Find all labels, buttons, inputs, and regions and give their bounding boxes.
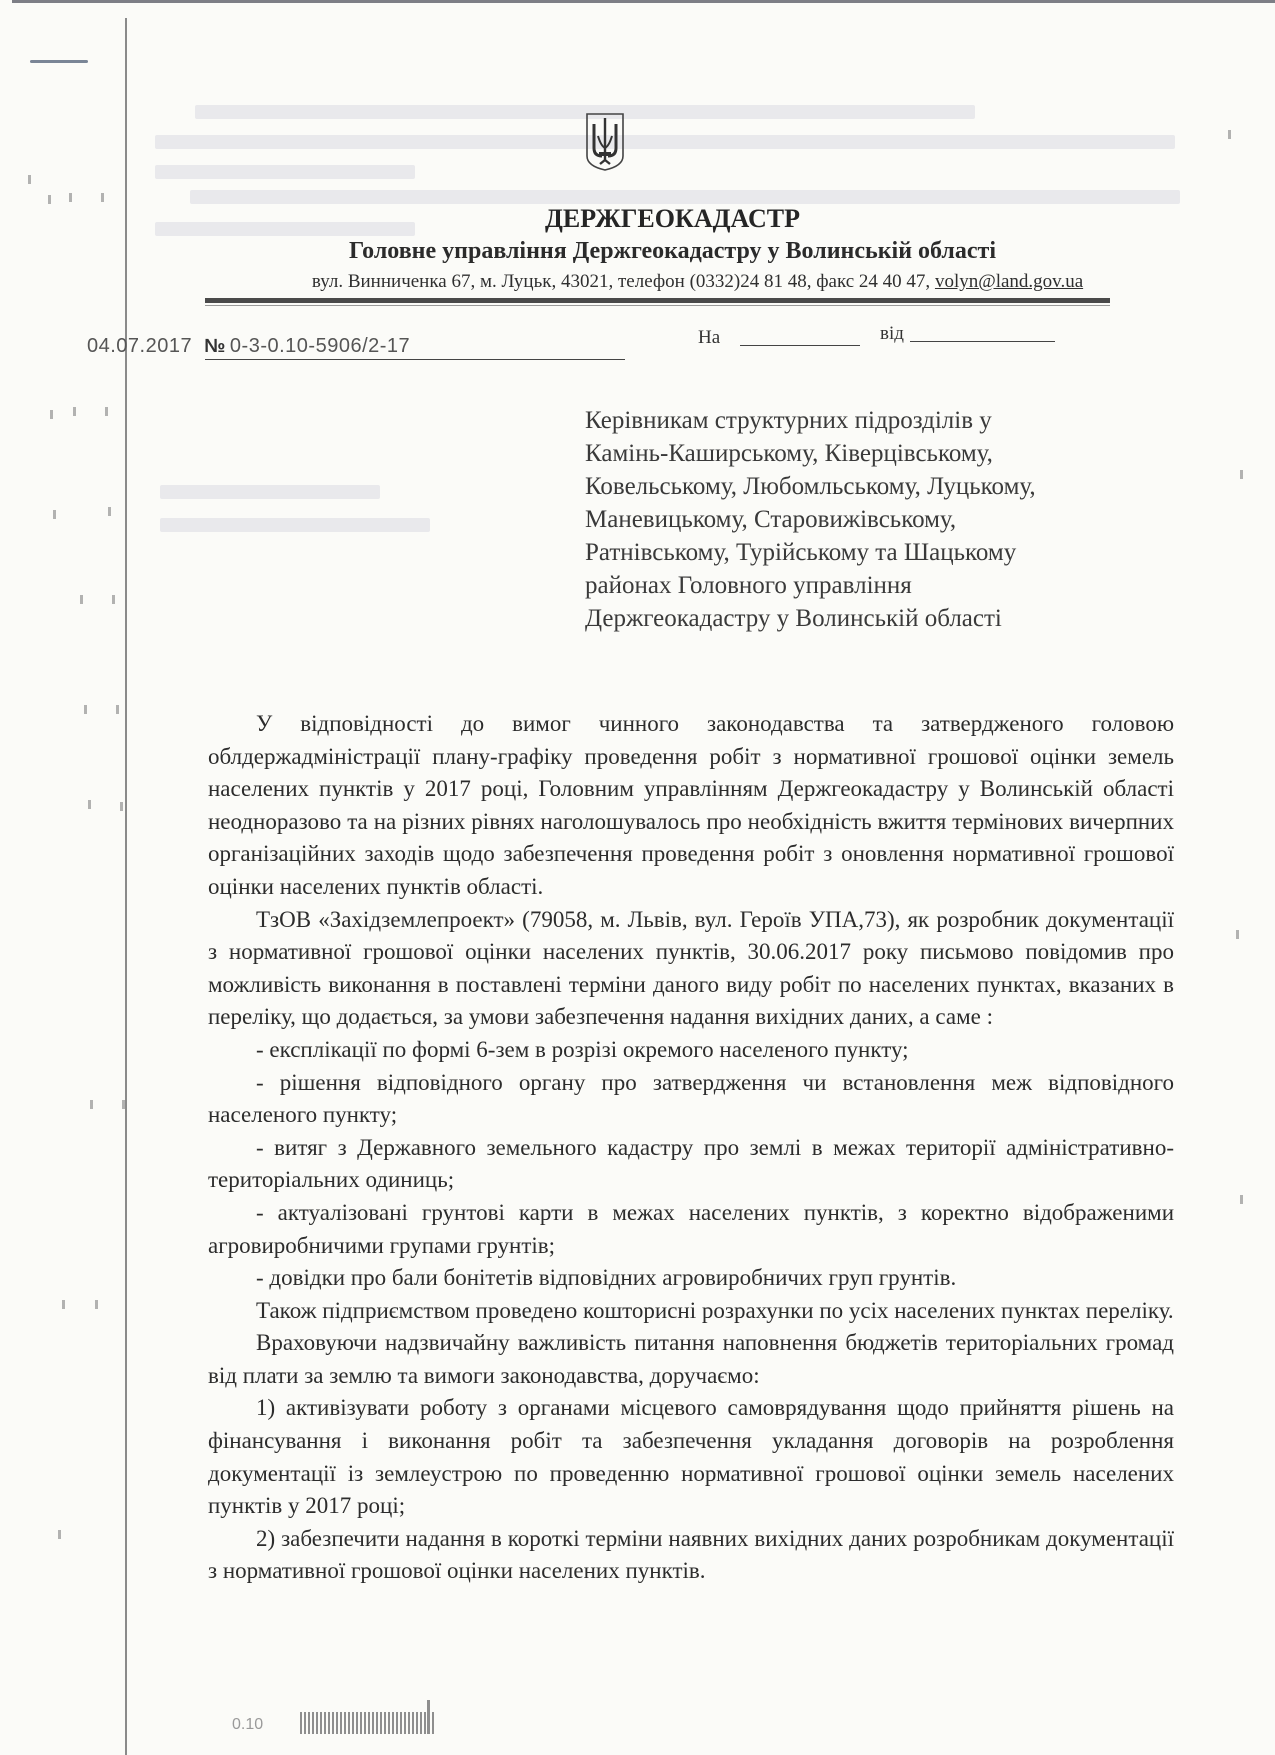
- letterhead-rule-thin: [205, 305, 1110, 306]
- registration-underline: [205, 359, 625, 360]
- scan-edge: [12, 0, 1275, 3]
- scan-speck: [101, 193, 104, 202]
- requirement-item: - актуалізовані грунтові карти в межах населених пунктів, з коректно відображеними агровиробничими групами грунтів;: [208, 1199, 1174, 1258]
- registration-date: 04.07.2017: [87, 335, 193, 357]
- instruction-item: 2) забезпечити надання в короткі терміни наявних вихідних даних розробникам документації з нормативної грошової оцінки населених пунктів.: [208, 1525, 1174, 1584]
- scan-speck: [1228, 130, 1231, 139]
- requirement-item: - довідки про бали бонітетів відповідних агровиробничих груп грунтів.: [256, 1265, 957, 1291]
- scan-speck: [50, 410, 53, 419]
- scan-speck: [120, 802, 123, 811]
- requirement-item: - рішення відповідного органу про затвердження чи встановлення меж відповідного населеного пункту;: [208, 1069, 1174, 1128]
- scan-speck: [80, 595, 83, 604]
- recipient-line: Ратнівському, Турійському та Шацькому: [585, 539, 1017, 566]
- letterhead-rule: [205, 298, 1110, 303]
- recipient-line: районах Головного управління: [585, 572, 912, 599]
- scan-speck: [73, 407, 76, 416]
- margin-mark: [30, 60, 88, 63]
- bleed-through-text: [155, 135, 1175, 149]
- footer-code: 0.10: [232, 1716, 264, 1733]
- agency-full-name: Головне управління Держгеокадастру у Волинській області: [348, 238, 996, 264]
- body-paragraph: ТзОВ «Західземлепроект» (79058, м. Львів, вул. Героїв УПА,73), як розробник документації з нормативної грошової оцінки населених пунктів, 30.06.2017 року письмово повідомив про можливість виконання в поставлені терміни даного виду робіт по населених пунктах, вказаних в переліку, що додається, за умови забезпечення надання вихідних даних, а саме :: [208, 906, 1174, 1030]
- scan-speck: [108, 507, 111, 516]
- instruction-item: 1) активізувати роботу з органами місцевого самоврядування щодо прийняття рішень на фінансування і виконання робіт та забезпечення укладання договорів на розроблення документації із землеустрою по проведенню нормативної грошової оцінки земель населених пунктів у 2017 році;: [208, 1395, 1174, 1519]
- barcode: [300, 1712, 434, 1734]
- bleed-through-text: [190, 190, 1180, 204]
- scan-speck: [1240, 1195, 1243, 1204]
- reply-from-label: від: [880, 323, 904, 344]
- scan-speck: [69, 193, 72, 202]
- scan-speck: [48, 195, 51, 204]
- number-sign: №: [204, 336, 226, 357]
- scan-speck: [84, 705, 87, 714]
- body-paragraph: У відповідності до вимог чинного законодавства та затвердженого головою облдержадміністрації плану-графіку проведення робіт з нормативної грошової оцінки земель населених пунктів у 2017 році, Головним управлінням Держгеокадастру у Волинській області неодноразово та на різних рівнях наголошувалось про необхідність вжиття термінових вичерпних організаційних заходів щодо забезпечення проведення робіт з оновлення нормативної грошової оцінки населених пунктів області.: [208, 711, 1174, 899]
- reply-to-label: На: [698, 327, 721, 348]
- bleed-through-text: [155, 165, 415, 179]
- scan-mark: [427, 1700, 430, 1734]
- registration-stamp: [87, 335, 410, 358]
- letter-body: [208, 708, 1174, 1588]
- recipient-block: [585, 404, 1145, 635]
- scan-speck: [1240, 470, 1243, 479]
- scan-speck: [53, 510, 56, 519]
- recipient-line: Ковельському, Любомльському, Луцькому,: [585, 473, 1036, 500]
- agency-name: ДЕРЖГЕОКАДАСТР: [544, 204, 800, 233]
- email-link[interactable]: volyn@land.gov.ua: [934, 271, 1084, 292]
- body-paragraph: Враховуючи надзвичайну важливість питання наповнення бюджетів територіальних громад від плати за землю та вимоги законодавства, доручаємо:: [208, 1330, 1174, 1388]
- recipient-line: Маневицькому, Старовижівському,: [585, 506, 957, 533]
- requirement-item: - витяг з Державного земельного кадастру про землі в межах території адміністративно-територіальних одиниць;: [208, 1134, 1174, 1193]
- bleed-through-text: [160, 518, 430, 532]
- recipient-line: Держгеокадастру у Волинській області: [585, 605, 1002, 632]
- scan-speck: [58, 1530, 61, 1539]
- scan-speck: [1236, 930, 1239, 939]
- scan-speck: [62, 1300, 65, 1309]
- scan-speck: [116, 705, 119, 714]
- address-text: вул. Винниченка 67, м. Луцьк, 43021, телефон (0332)24 81 48, факс 24 40 47,: [311, 271, 935, 292]
- scan-speck: [88, 800, 91, 809]
- scan-speck: [28, 175, 31, 184]
- scan-speck: [122, 1100, 125, 1109]
- bleed-through-text: [160, 485, 380, 499]
- agency-address: [0, 271, 1275, 293]
- registration-number: 0-3-0.10-5906/2-17: [229, 335, 411, 357]
- scan-speck: [95, 1300, 98, 1309]
- reply-from-field: [910, 341, 1055, 342]
- scan-speck: [112, 595, 115, 604]
- recipient-line: Камінь-Каширському, Ківерцівському,: [585, 440, 993, 467]
- scan-speck: [105, 407, 108, 416]
- scan-speck: [90, 1100, 93, 1109]
- requirement-item: - експлікації по формі 6-зем в розрізі окремого населеного пункту;: [256, 1036, 909, 1062]
- trident-emblem-icon: [585, 112, 625, 172]
- recipient-line: Керівникам структурних підрозділів у: [585, 407, 992, 434]
- body-paragraph: Також підприємством проведено кошторисні розрахунки по усіх населених пунктах переліку.: [256, 1297, 1174, 1323]
- reply-to-field: [740, 345, 860, 346]
